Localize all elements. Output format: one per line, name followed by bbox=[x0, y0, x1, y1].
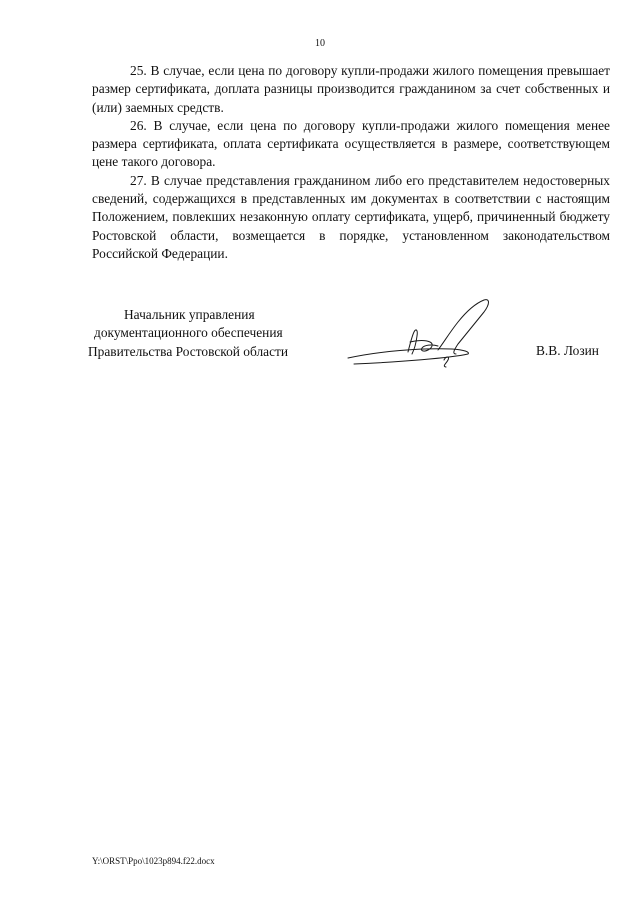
signatory-title-line: Правительства Ростовской области bbox=[88, 343, 289, 359]
signatory-title-line: документационного обеспечения bbox=[94, 325, 283, 341]
paragraph-25: 25. В случае, если цена по договору купли-продажи жилого помещения превышает размер сертификата, доплата разницы производится гражданином за счет собственных и (или) заемных средств. bbox=[92, 63, 610, 115]
paragraph-27: 27. В случае представления гражданином либо его представителем недостоверных сведений, содержащихся в представленных им документах в соответствии с настоящим Положением, повлекших незаконную оплату сертификата, ущерб, причиненный бюджету Ростовской области, возмещается в порядке, установленном законодательством Российской Федерации. bbox=[92, 172, 610, 261]
signer-name: В.В. Лозин bbox=[536, 343, 599, 358]
footer-file-path: Y:\ORST\Ppo\1023p894.f22.docx bbox=[92, 856, 215, 866]
signatory-title bbox=[88, 306, 328, 361]
handwritten-signature bbox=[340, 296, 510, 386]
paragraph-26: 26. В случае, если цена по договору купли-продажи жилого помещения менее размера сертификата, оплата сертификата осуществляется в размере, соответствующем цене такого договора. bbox=[92, 117, 610, 170]
document-body bbox=[92, 62, 610, 263]
signatory-title-line: Начальник управления bbox=[124, 307, 255, 322]
page-number: 10 bbox=[315, 38, 325, 49]
